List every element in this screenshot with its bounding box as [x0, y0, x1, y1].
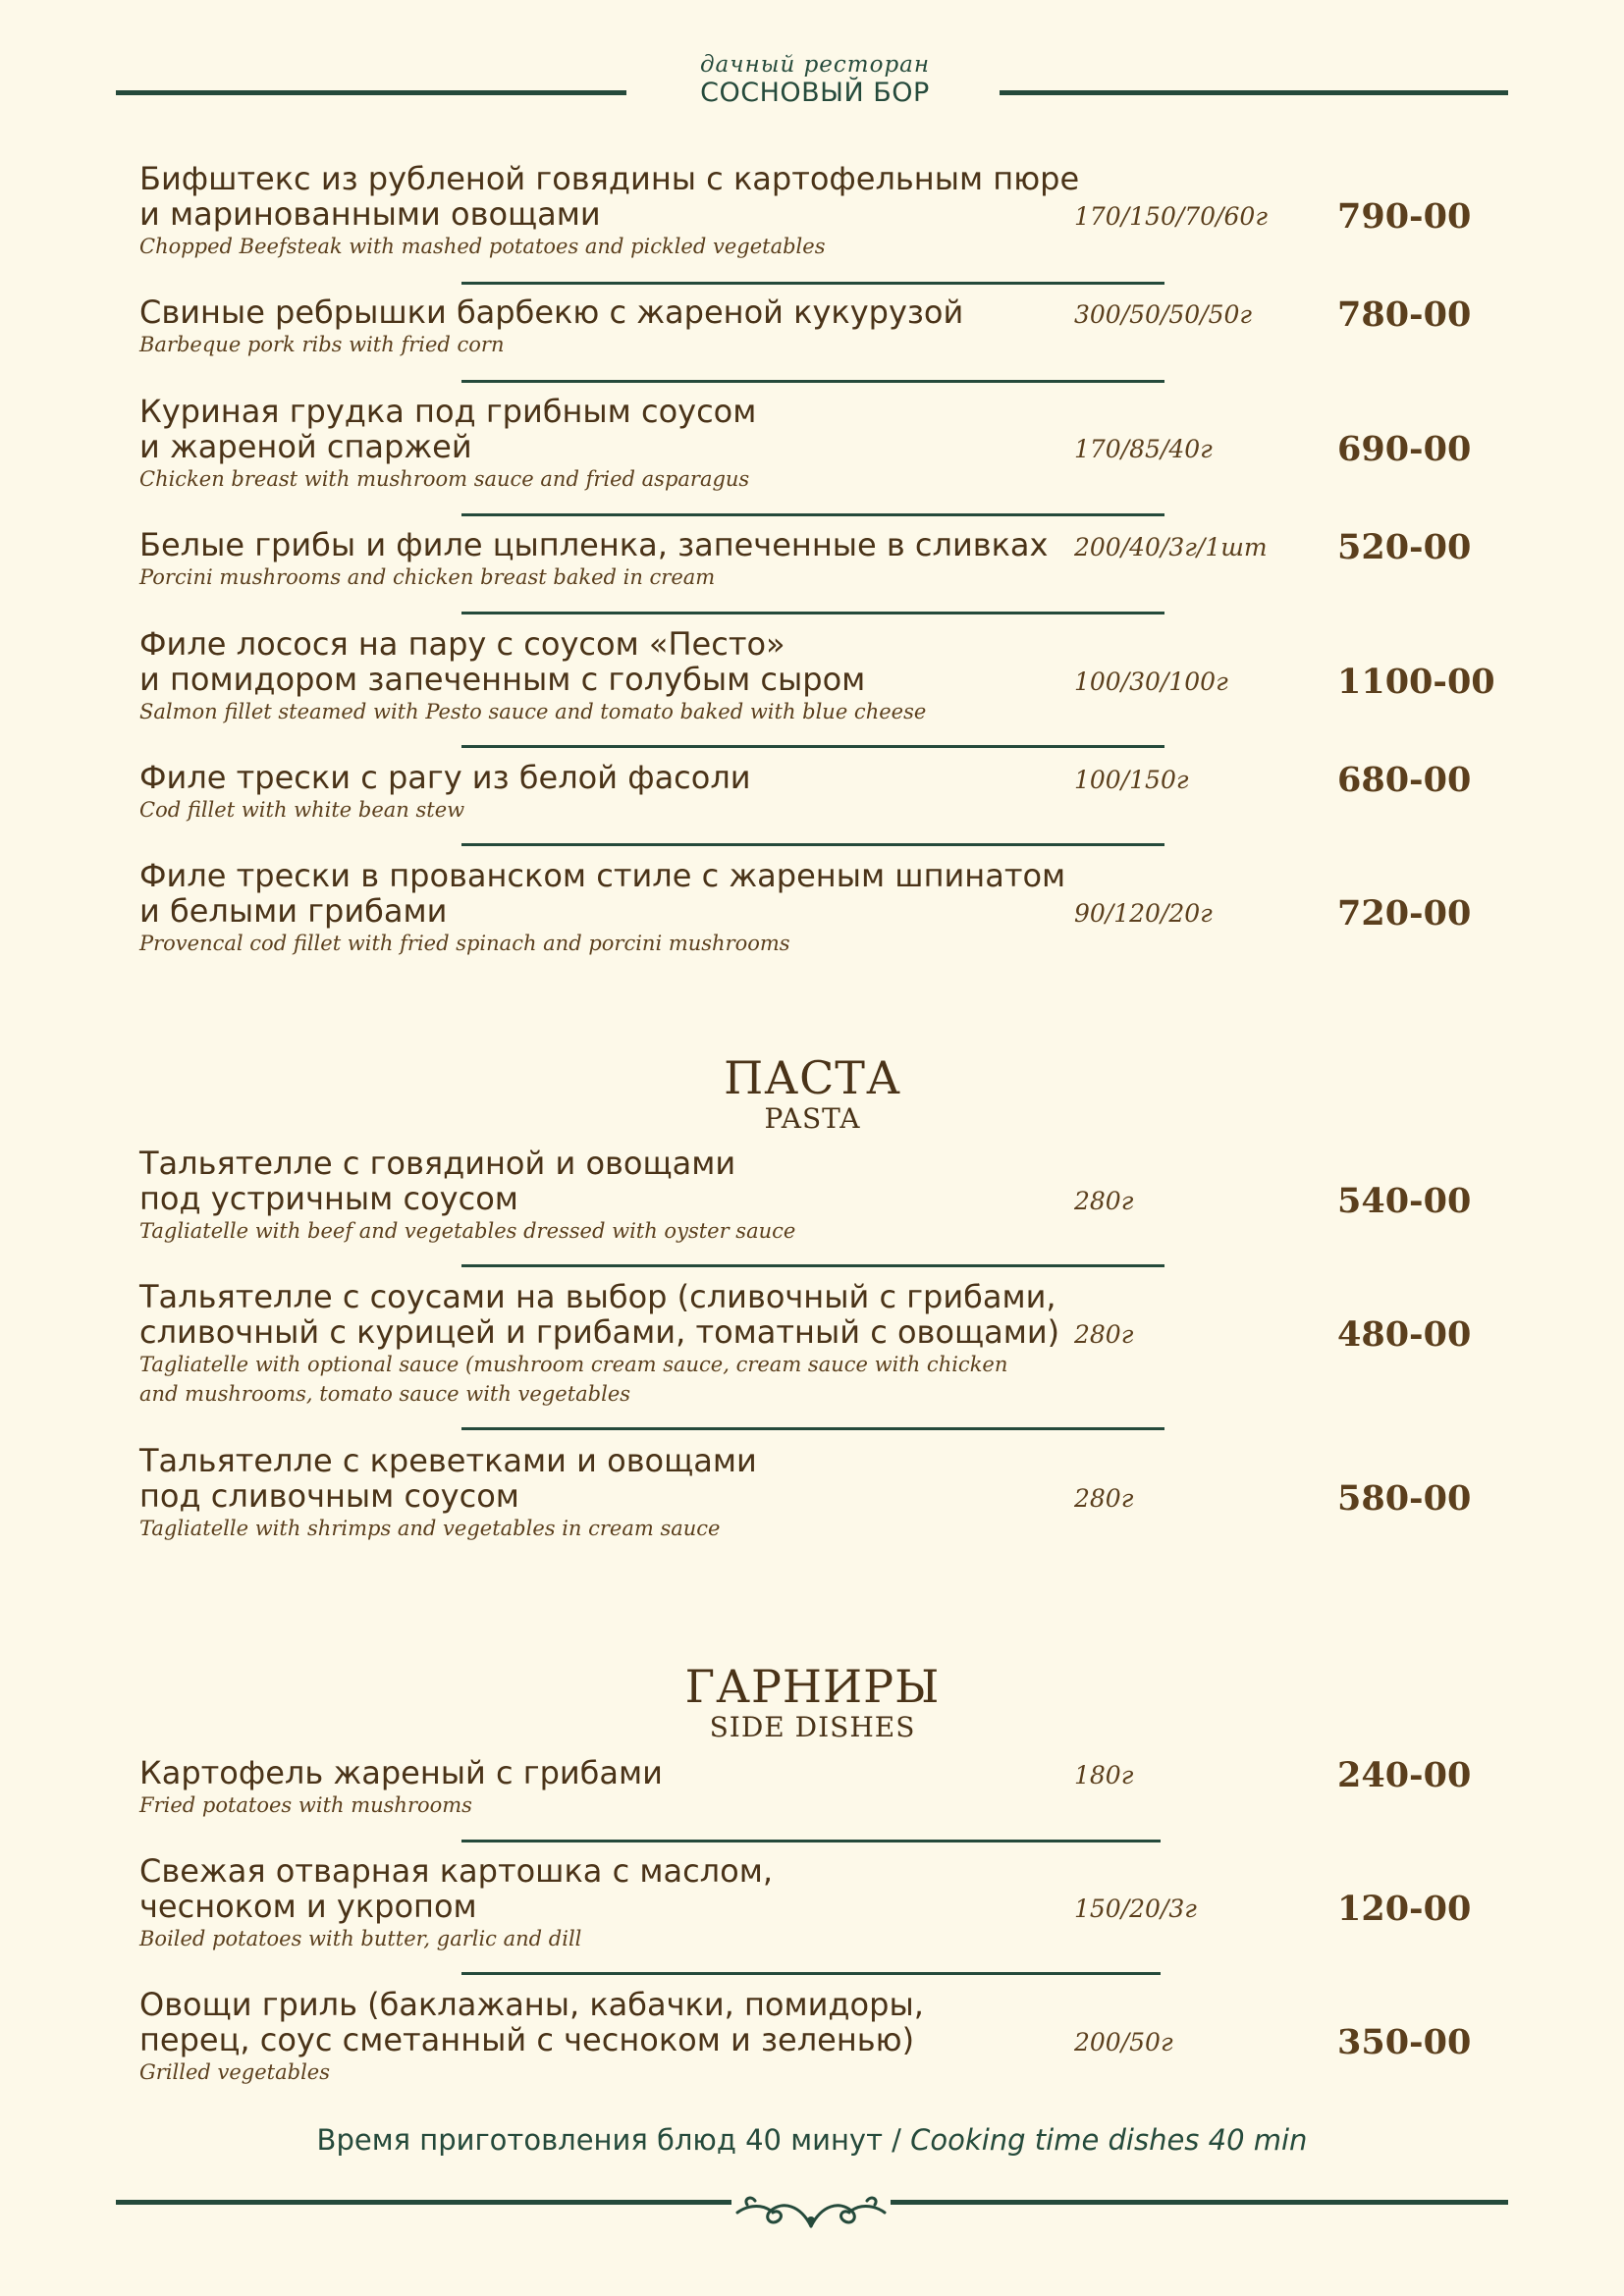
item-name: Филе трески в прованском стиле с жареным шпинатом и белыми грибами: [139, 857, 1066, 930]
item-name-en: Cod fillet with white bean stew: [139, 798, 465, 822]
item-divider: [461, 1264, 1164, 1267]
item-weight: 100/30/100г: [1074, 667, 1228, 696]
item-name-en: Chopped Beefsteak with mashed potatoes and pickled vegetables: [139, 235, 826, 258]
item-weight: 200/50г: [1074, 2028, 1173, 2056]
item-price: 680-00: [1337, 760, 1472, 800]
item-divider: [461, 745, 1164, 748]
item-name: Бифштекс из рубленой говядины с картофельным пюре и маринованными овощами: [139, 160, 1080, 233]
item-price: 720-00: [1337, 893, 1472, 934]
cooking-time-note: [196, 2123, 1428, 2157]
menu-item: [139, 294, 1494, 359]
menu-item: [139, 1755, 1494, 1820]
item-weight: 280г: [1074, 1484, 1134, 1513]
item-weight: 100/150г: [1074, 766, 1189, 794]
item-name-en: Grilled vegetables: [139, 2060, 330, 2084]
item-divider: [461, 513, 1164, 516]
item-price: 240-00: [1337, 1755, 1472, 1795]
item-weight: 170/85/40г: [1074, 435, 1213, 463]
item-name: Филе трески с рагу из белой фасоли: [139, 759, 751, 796]
section-title: ГАРНИРЫ: [684, 1660, 941, 1713]
item-price: 580-00: [1337, 1478, 1472, 1519]
item-weight: 200/40/3г/1шт: [1074, 533, 1268, 561]
item-name-en: Tagliatelle with shrimps and vegetables in cream sauce: [139, 1517, 721, 1540]
item-divider: [461, 843, 1164, 846]
menu-item: [139, 858, 1494, 958]
item-price: 790-00: [1337, 196, 1472, 237]
item-name: Овощи гриль (баклажаны, кабачки, помидоры, перец, соус сметанный с чесноком и зеленью): [139, 1986, 924, 2058]
section-subtitle: SIDE DISHES: [709, 1711, 916, 1743]
item-name-en: Tagliatelle with beef and vegetables dressed with oyster sauce: [139, 1219, 796, 1243]
item-name: Куриная грудка под грибным соусом и жареной спаржей: [139, 393, 757, 465]
menu-item: [139, 1146, 1494, 1246]
item-name: Филе лосося на пару с соусом «Песто» и помидором запеченным с голубым сыром: [139, 625, 866, 698]
header-rule-left: [116, 90, 626, 95]
item-divider: [461, 380, 1164, 383]
item-divider: [461, 282, 1164, 285]
item-name: Тальятелле с креветками и овощами под сливочным соусом: [139, 1442, 757, 1515]
header-rule-right: [1000, 90, 1508, 95]
item-name-en: Salmon fillet steamed with Pesto sauce and tomato baked with blue cheese: [139, 700, 927, 723]
menu-item: [139, 1279, 1494, 1409]
section-heading-sides: [589, 1661, 1036, 1743]
ornament-icon: [731, 2191, 891, 2234]
logo-script-title: дачный ресторан: [699, 52, 931, 78]
item-name-en: Tagliatelle with optional sauce (mushroom cream sauce, cream sauce with chicken and mushrooms, tomato sauce with vegetables: [139, 1353, 1008, 1406]
item-name: Картофель жареный с грибами: [139, 1754, 663, 1791]
item-name-en: Barbeque pork ribs with fried corn: [139, 333, 505, 356]
logo-restaurant-name: СОСНОВЫЙ БОР: [700, 78, 930, 108]
menu-item: [139, 1987, 1494, 2087]
menu-item: [139, 527, 1494, 592]
restaurant-logo: [628, 51, 1001, 108]
item-name-en: Provencal cod fillet with fried spinach and porcini mushrooms: [139, 932, 790, 955]
item-name: Тальятелле с говядиной и овощами под устричным соусом: [139, 1145, 736, 1217]
menu-item: [139, 1443, 1494, 1543]
item-divider: [461, 612, 1164, 614]
section-heading-pasta: [589, 1052, 1036, 1135]
item-weight: 280г: [1074, 1320, 1134, 1349]
item-price: 780-00: [1337, 294, 1472, 335]
item-weight: 150/20/3г: [1074, 1895, 1197, 1923]
item-name: Тальятелле с соусами на выбор (сливочный с грибами, сливочный с курицей и грибами, томатный с овощами): [139, 1278, 1060, 1351]
menu-item: [139, 1853, 1494, 1953]
cooking-time-en: Cooking time dishes 40 min: [910, 2123, 1308, 2157]
menu-item: [139, 626, 1494, 726]
item-weight: 170/150/70/60г: [1074, 202, 1268, 231]
item-price: 480-00: [1337, 1314, 1472, 1355]
item-price: 1100-00: [1337, 662, 1495, 702]
section-subtitle: PASTA: [764, 1102, 861, 1135]
menu-item: [139, 760, 1494, 825]
item-weight: 280г: [1074, 1187, 1134, 1215]
item-name: Белые грибы и филе цыпленка, запеченные в сливках: [139, 526, 1049, 563]
item-name-en: Porcini mushrooms and chicken breast baked in cream: [139, 565, 716, 589]
item-divider: [461, 1840, 1161, 1842]
menu-item: [139, 161, 1494, 261]
item-name: Свиные ребрышки барбекю с жареной кукурузой: [139, 294, 964, 331]
item-price: 540-00: [1337, 1181, 1472, 1221]
item-divider: [461, 1427, 1164, 1430]
item-price: 350-00: [1337, 2022, 1472, 2062]
item-weight: 180г: [1074, 1761, 1134, 1789]
item-weight: 300/50/50/50г: [1074, 300, 1253, 329]
item-name-en: Chicken breast with mushroom sauce and fried asparagus: [139, 467, 750, 491]
menu-item: [139, 394, 1494, 494]
cooking-time-ru: Время приготовления блюд 40 минут /: [316, 2123, 911, 2157]
section-title: ПАСТА: [724, 1051, 901, 1104]
item-price: 520-00: [1337, 527, 1472, 567]
item-name: Свежая отварная картошка с маслом, чесноком и укропом: [139, 1852, 774, 1925]
item-price: 690-00: [1337, 429, 1472, 469]
item-divider: [461, 1972, 1161, 1975]
item-name-en: Fried potatoes with mushrooms: [139, 1793, 472, 1817]
item-price: 120-00: [1337, 1889, 1472, 1929]
item-name-en: Boiled potatoes with butter, garlic and dill: [139, 1927, 582, 1950]
item-weight: 90/120/20г: [1074, 899, 1213, 928]
